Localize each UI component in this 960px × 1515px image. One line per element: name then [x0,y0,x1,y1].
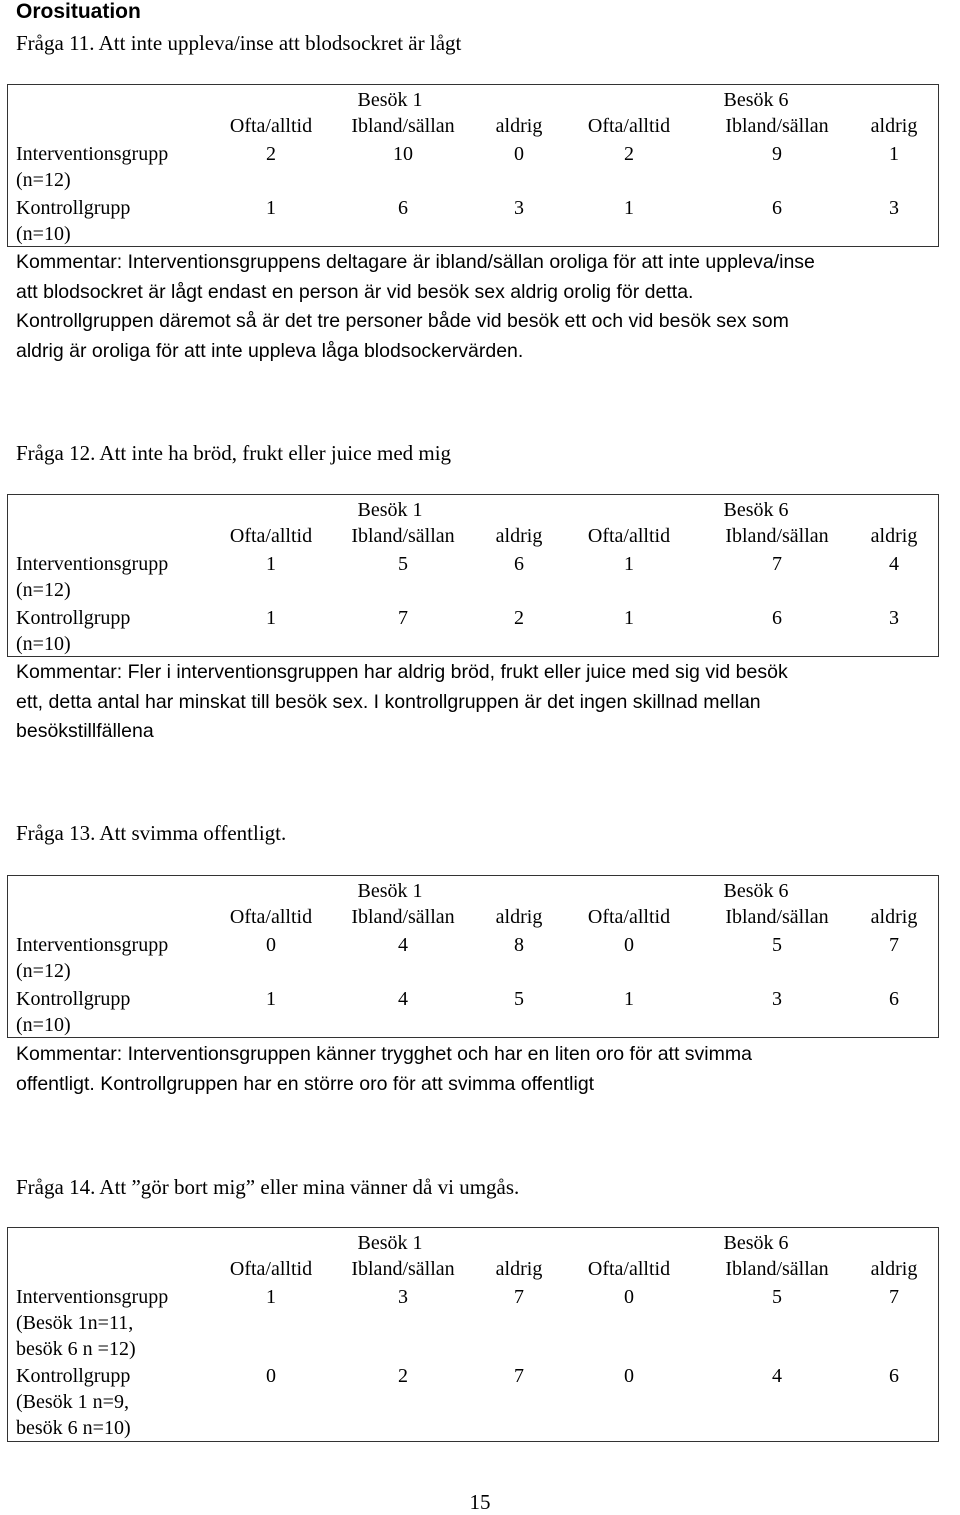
table-cell: 3 [889,607,899,629]
page-number: 15 [469,1490,491,1514]
column-header: Ofta/alltid [587,525,671,547]
visit-header: Besök 1 [357,499,423,521]
row-label: (n=12) [16,169,71,191]
row-label: Kontrollgrupp [16,197,131,219]
visit-header: Besök 6 [723,1232,789,1254]
row-label: Kontrollgrupp [16,607,131,629]
table-cell: 4 [398,934,408,956]
row-label: Interventionsgrupp [16,1286,169,1308]
column-header: aldrig [870,525,918,547]
table-cell: 1 [266,553,276,575]
table-cell: 10 [393,143,413,165]
column-header: Ibland/sällan [351,1258,455,1280]
visit-header: Besök 6 [723,880,789,902]
row-label: Interventionsgrupp [16,553,169,575]
column-header: Ofta/alltid [229,525,313,547]
row-label: Interventionsgrupp [16,143,169,165]
table-cell: 7 [772,553,782,575]
visit-header: Besök 1 [357,880,423,902]
row-label: Kontrollgrupp [16,1365,131,1387]
row-label: (n=12) [16,960,71,982]
table-cell: 6 [772,607,782,629]
column-header: Ibland/sällan [725,525,829,547]
row-label: besök 6 n=10) [16,1417,131,1439]
table-cell: 6 [514,553,524,575]
table-cell: 0 [624,934,634,956]
column-header: Ibland/sällan [725,115,829,137]
table-cell: 1 [889,143,899,165]
table-cell: 5 [772,1286,782,1308]
column-header: aldrig [495,906,543,928]
column-header: Ibland/sällan [351,115,455,137]
row-label: (n=10) [16,223,71,245]
row-label: (n=12) [16,579,71,601]
row-label: (Besök 1n=11, [16,1312,134,1334]
table-cell: 9 [772,143,782,165]
column-header: aldrig [495,115,543,137]
table-cell: 5 [514,988,524,1010]
table-cell: 6 [889,1365,899,1387]
comment-line: offentligt. Kontrollgruppen har en större oro för att svimma offentligt [16,1072,595,1095]
table-cell: 1 [624,988,634,1010]
column-header: Ofta/alltid [587,906,671,928]
table-cell: 2 [514,607,524,629]
comment-line: Kommentar: Interventionsgruppens deltagare är ibland/sällan oroliga för att inte uppleva/inse [16,251,815,273]
table-cell: 1 [266,607,276,629]
results-table [7,84,939,247]
visit-header: Besök 1 [357,89,423,111]
table-cell: 2 [398,1365,408,1387]
question-title: Fråga 13. Att svimma offentligt. [16,821,287,845]
table-cell: 1 [266,197,276,219]
table-cell: 3 [514,197,524,219]
column-header: Ofta/alltid [587,1258,671,1280]
results-table [7,494,939,657]
column-header: Ofta/alltid [229,1258,313,1280]
row-label: Interventionsgrupp [16,934,169,956]
table-cell: 7 [889,934,899,956]
row-label: Kontrollgrupp [16,988,131,1010]
comment-line: aldrig är oroliga för att inte uppleva låga blodsockervärden. [16,339,524,362]
table-cell: 0 [514,143,524,165]
table-cell: 0 [266,1365,276,1387]
table-cell: 1 [624,553,634,575]
table-cell: 7 [889,1286,899,1308]
table-cell: 3 [398,1286,408,1308]
table-cell: 1 [624,197,634,219]
table-cell: 7 [398,607,408,629]
visit-header: Besök 6 [723,89,789,111]
table-cell: 1 [266,1286,276,1308]
column-header: aldrig [870,1258,918,1280]
visit-header: Besök 1 [357,1232,423,1254]
table-cell: 7 [514,1286,524,1308]
table-cell: 1 [624,607,634,629]
comment-line: Kontrollgruppen däremot så är det tre personer både vid besök ett och vid besök sex som [16,310,789,332]
comment-line: ett, detta antal har minskat till besök sex. I kontrollgruppen är det ingen skillnad mellan [16,690,761,713]
comment-line: besökstillfällena [16,720,154,742]
table-cell: 6 [772,197,782,219]
column-header: Ibland/sällan [725,1258,829,1280]
results-table [7,1227,939,1442]
column-header: Ofta/alltid [229,906,313,928]
column-header: aldrig [870,906,918,928]
column-header: Ibland/sällan [351,906,455,928]
question-title: Fråga 12. Att inte ha bröd, frukt eller juice med mig [16,441,452,465]
column-header: aldrig [495,525,543,547]
table-cell: 4 [398,988,408,1010]
table-cell: 5 [398,553,408,575]
comment-line: Kommentar: Interventionsgruppen känner trygghet och har en liten oro för att svimma [16,1043,752,1065]
results-table [7,875,939,1038]
table-cell: 2 [266,143,276,165]
table-cell: 1 [266,988,276,1010]
table-cell: 3 [889,197,899,219]
table-cell: 8 [514,934,524,956]
table-cell: 6 [889,988,899,1010]
table-cell: 0 [624,1286,634,1308]
table-cell: 4 [772,1365,782,1387]
column-header: Ofta/alltid [229,115,313,137]
column-header: Ibland/sällan [725,906,829,928]
table-cell: 0 [624,1365,634,1387]
row-label: (n=10) [16,1014,71,1036]
row-label: besök 6 n =12) [16,1338,136,1360]
question-title: Fråga 14. Att ”gör bort mig” eller mina vänner då vi umgås. [16,1175,520,1199]
table-cell: 2 [624,143,634,165]
table-cell: 4 [889,553,899,575]
table-cell: 7 [514,1365,524,1387]
row-label: (n=10) [16,633,71,655]
table-cell: 6 [398,197,408,219]
row-label: (Besök 1 n=9, [16,1391,129,1413]
column-header: aldrig [495,1258,543,1280]
column-header: Ibland/sällan [351,525,455,547]
column-header: Ofta/alltid [587,115,671,137]
comment-line: att blodsockret är lågt endast en person är vid besök sex aldrig orolig för detta. [16,280,694,303]
section-heading: Orosituation [16,0,141,23]
column-header: aldrig [870,115,918,137]
comment-line: Kommentar: Fler i interventionsgruppen har aldrig bröd, frukt eller juice med sig vid besök [16,661,788,683]
question-title: Fråga 11. Att inte uppleva/insе att blodsockret är lågt [16,31,462,55]
visit-header: Besök 6 [723,499,789,521]
table-cell: 5 [772,934,782,956]
table-cell: 0 [266,934,276,956]
table-cell: 3 [772,988,782,1010]
